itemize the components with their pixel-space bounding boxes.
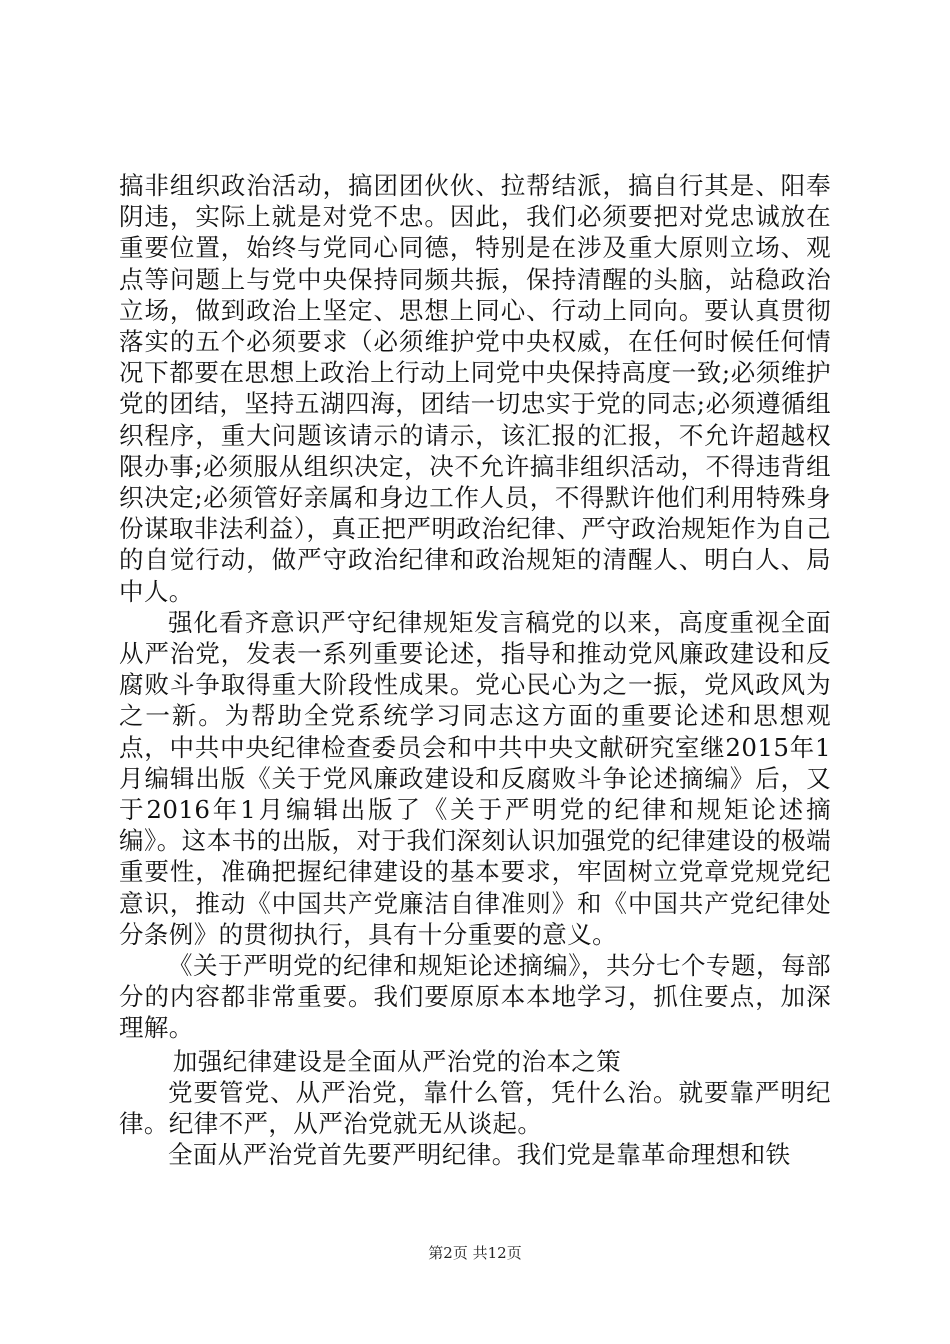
paragraph-2: 强化看齐意识严守纪律规矩发言稿党的以来，高度重视全面从严治党，发表一系列重要论述，指导和推动党风廉政建设和反腐败斗争取得重大阶段性成果。党心民心为之一振，党风政风为之一新。为帮助全党系统学习同志这方面的重要论述和思想观点，中共中央纪律检查委员会和中共中央文献研究室继2015年1月编辑出版《关于党风廉政建设和反腐败斗争论述摘编》后，又于2016年1月编辑出版了《关于严明党的纪律和规矩论述摘编》。这本书的出版，对于我们深刻认识加强党的纪律建设的极端重要性，准确把握纪律建设的基本要求，牢固树立党章党规党纪意识，推动《中国共产党廉洁自律准则》和《中国共产党纪律处分条例》的贯彻执行，具有十分重要的意义。 — [119, 607, 831, 949]
paragraph-4: 党要管党、从严治党，靠什么管，凭什么治。就要靠严明纪律。纪律不严，从严治党就无从谈起。 — [119, 1077, 831, 1139]
paragraph-1: 搞非组织政治活动，搞团团伙伙、拉帮结派，搞自行其是、阳奉阴违，实际上就是对党不忠。因此，我们必须要把对党忠诚放在重要位置，始终与党同心同德，特别是在涉及重大原则立场、观点等问题上与党中央保持同频共振，保持清醒的头脑，站稳政治立场，做到政治上坚定、思想上同心、行动上同向。要认真贯彻落实的五个必须要求（必须维护党中央权威，在任何时候任何情况下都要在思想上政治上行动上同党中央保持高度一致;必须维护党的团结，坚持五湖四海，团结一切忠实于党的同志;必须遵循组织程序，重大问题该请示的请示，该汇报的汇报，不允许超越权限办事;必须服从组织决定，决不允许搞非组织活动，不得违背组织决定;必须管好亲属和身边工作人员，不得默许他们利用特殊身份谋取非法利益），真正把严明政治纪律、严守政治规矩作为自己的自觉行动，做严守政治纪律和政治规矩的清醒人、明白人、局中人。 — [119, 171, 831, 606]
document-body — [119, 170, 831, 1171]
paragraph-5: 全面从严治党首先要严明纪律。我们党是靠革命理想和铁 — [168, 1140, 791, 1170]
section-heading: 加强纪律建设是全面从严治党的治本之策 — [172, 1046, 622, 1076]
paragraph-3: 《关于严明党的纪律和规矩论述摘编》，共分七个专题，每部分的内容都非常重要。我们要原原本本地学习，抓住要点，加深理解。 — [119, 951, 831, 1043]
page-number-footer: 第2页 共12页 — [428, 1244, 522, 1262]
